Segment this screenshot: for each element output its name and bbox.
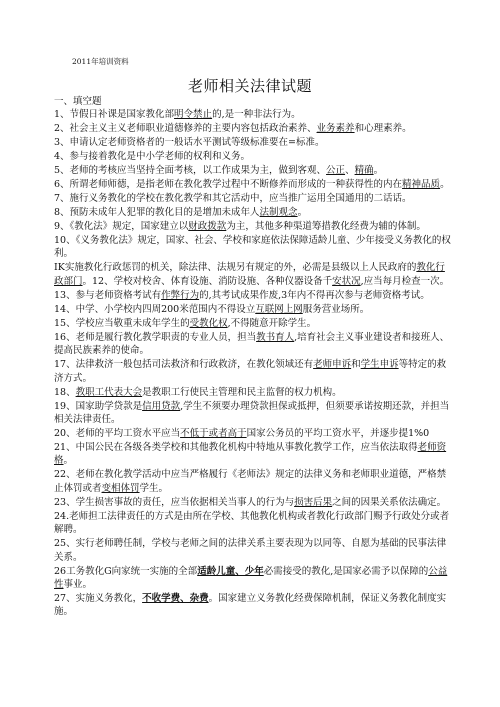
question-text: 。 <box>440 179 450 190</box>
question-text: 16、老师是履行教化教学职责的专业人员，担当 <box>54 331 257 343</box>
answer-text: 安状况 <box>332 275 361 287</box>
question-text: ,应当每月检查一次。 <box>360 275 450 287</box>
question-item <box>54 537 454 564</box>
document-title: 老师相关法律试题 <box>187 77 312 95</box>
question-text: 22、老师在教化教学活动中应当严格履行《老师法》规定的法律义务和老师职业道德，严格禁止体罚或者 <box>54 469 447 494</box>
question-text: 10、《义务教化法》规定，国家、社会、学校和家庭依法保障适龄儿童、少年接受义务教化的权利。 <box>54 235 451 260</box>
answer-text: 作弊行为 <box>161 289 200 301</box>
question-text: 。 <box>63 455 74 467</box>
answer-text: 精神品质 <box>402 179 441 190</box>
answer-text: 精确 <box>354 165 374 176</box>
answer-text: 教书育人 <box>256 331 295 343</box>
header-note: 2011年培训资料 <box>72 57 129 66</box>
answer-text: 不收学费、杂费 <box>142 593 209 605</box>
question-item <box>54 303 454 316</box>
question-item <box>54 234 454 261</box>
question-text: 8、预防未成年人犯罪的教化目的是增加未成年人 <box>54 207 260 218</box>
question-item <box>54 592 454 619</box>
question-item <box>54 331 454 358</box>
question-item <box>54 178 454 191</box>
question-text: 是教职工行使民主管理和民主监督的权力机构。 <box>142 386 342 398</box>
question-text: 。12、学校对校舍、体育设施、消防设施、各种仪器设备千 <box>82 275 333 287</box>
answer-text: 业务素养 <box>316 123 355 134</box>
question-text: 为主，其他多种渠道筹措教化经费为辅的体制。 <box>226 221 426 232</box>
question-text: 14、中学、小学校内四周200米范围内不得设立 <box>54 303 256 315</box>
answer-text: 明令禁止 <box>174 109 213 120</box>
section-heading: 一、填空题 <box>54 96 102 107</box>
question-text: 2、社会主义主义老师职业道德修养的主要内容包括政治素养、 <box>54 123 317 134</box>
question-item <box>54 565 454 592</box>
question-text: 13、参与老师资格考试有 <box>54 289 162 301</box>
question-text: 。国家建立义务教化经费保障机制，保证义务教化制度实施。 <box>54 593 447 618</box>
question-item <box>54 441 454 468</box>
question-text: 7、施行义务教化的学校在教化教学和其它活动中，应当推广运用全国通用的二话话。 <box>54 193 412 204</box>
question-item <box>54 386 454 399</box>
answer-text: 法制观念 <box>259 207 298 218</box>
question-item <box>54 427 454 440</box>
question-text: 的,其考试成果作废,3年内不得再次参与老师资格考试。 <box>199 289 430 301</box>
question-text: 和心理素养。 <box>354 123 412 134</box>
question-text: 必需接受的教化,是国家必需予以保障的 <box>263 565 429 577</box>
answer-text: 受教化权 <box>189 317 228 329</box>
question-text: 3、申请认定老师资格者的一般话水平测试等级标准要在=标准。 <box>54 137 325 148</box>
question-text: 9、《教化法》规定，国家建立以 <box>54 221 189 232</box>
answer-text: 公益性 <box>54 565 448 591</box>
question-item <box>54 510 454 537</box>
answer-text: 适龄儿童、少年 <box>197 565 264 577</box>
question-text: 21、中国公民在各级各类学校和其他教化机构中特地从事教化教学工作，应当依法取得 <box>54 442 418 454</box>
answer-text: 老师资格 <box>54 442 447 467</box>
question-item <box>54 358 454 385</box>
question-item <box>54 317 454 330</box>
question-text: 。 <box>297 207 308 218</box>
answer-text: 学生申诉 <box>360 359 399 371</box>
question-item <box>54 122 454 135</box>
answer-text: 互联网上网 <box>255 303 303 315</box>
question-text: 25、实行老师聘任制，学校与老师之间的法律关系主要表现为以同等、自愿为基础的民事法律关系。 <box>54 538 447 563</box>
question-text: 之间的因果关系依法确定。 <box>332 496 447 508</box>
question-item <box>54 468 454 495</box>
question-text: ,培育社会主义事业建设者和接班人、提高民族素养的使命。 <box>54 331 450 357</box>
question-text: 等特定的救济方式。 <box>54 359 447 384</box>
question-text: 26工务教化G向家统一实施的全部 <box>54 565 198 577</box>
question-item <box>54 150 454 163</box>
answer-text: 教化行政部门 <box>54 262 445 287</box>
answer-text: 老师申诉 <box>313 359 352 371</box>
question-item <box>54 192 454 205</box>
question-item <box>54 108 454 121</box>
question-text: 1、节假日补课是国家教化部 <box>54 109 175 120</box>
question-item <box>54 289 454 302</box>
question-text: 24.老师担工法律责任的方式是由所在学校、其他教化机构或者教化行政部门赐予行政处分或者解聘。 <box>54 510 450 536</box>
answer-text: 教职工代表大会 <box>75 386 143 398</box>
question-text: 的,是一种非法行为。 <box>212 109 301 120</box>
answer-text: 信用贷款 <box>142 400 181 412</box>
question-text: 19、国家助学贷款是 <box>54 400 143 412</box>
question-text: ,不得随意开除学生。 <box>227 317 317 329</box>
question-text: 20、老师的平均工资水平应当 <box>54 428 181 440</box>
question-item <box>54 496 454 509</box>
answer-text: 不低于或者高于 <box>180 428 247 440</box>
question-text: IK实施教化行政惩罚的机关，除法律、法规另有规定的外，必需是县级以上人民政府的 <box>54 262 417 274</box>
question-item <box>54 400 454 427</box>
question-text: 17、法律救济一般包括司法救济和行政救济，在教化领域还有 <box>54 359 314 371</box>
answer-text: 损害后果 <box>294 496 333 508</box>
question-text: 4、参与接着教化是中小学老师的权利和义务。 <box>54 151 251 162</box>
question-item <box>54 206 454 219</box>
question-text: 国家公务员的平均工资水平，并逐步提1%0 <box>246 428 430 440</box>
document-body <box>54 95 454 619</box>
question-text: 。 <box>373 165 384 176</box>
question-text: 和 <box>351 359 361 371</box>
question-text: 27、实施义务教化， <box>54 593 143 605</box>
question-text: 学生。 <box>139 482 169 494</box>
question-text: 18、 <box>54 386 76 398</box>
question-text: 、 <box>345 165 355 176</box>
question-item <box>54 164 454 177</box>
question-item <box>54 136 454 149</box>
question-item <box>54 220 454 233</box>
answer-text: 变相体罚 <box>101 482 140 494</box>
question-text: 23、学生损害事故的责任，应当依据相关当事人的行为与 <box>54 496 295 508</box>
answer-text: 财政拨款 <box>188 221 227 232</box>
question-list <box>54 108 454 619</box>
question-text: 15、学校应当敬重未成年学生的 <box>54 317 190 329</box>
answer-text: 公正 <box>326 165 346 176</box>
question-text: 6、所谓老师师德，是指老师在教化教学过程中不断修养而形成的一种获得性的内在 <box>54 179 403 190</box>
question-item <box>54 261 454 288</box>
question-text: ,学生不须要办理贷款担保或抵押，但须要承诺按期还款，并担当相关法律责任。 <box>54 400 450 426</box>
question-text: 服务营业场所。 <box>302 303 370 315</box>
question-text: 事业。 <box>63 579 93 591</box>
question-text: 5、老师的考核应当坚持全面考核，以工作成果为主，做到客观、 <box>54 165 327 176</box>
